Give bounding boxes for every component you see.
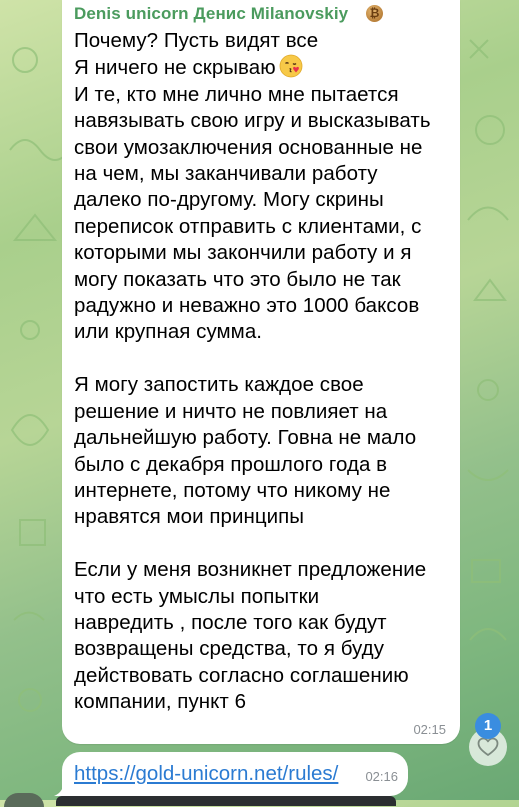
message-time: 02:15 [413,722,446,737]
bitcoin-coin-icon: ₿ [366,5,383,22]
avatar[interactable] [4,793,44,807]
rules-link[interactable]: https://gold-unicorn.net/rules/ [74,762,339,785]
next-message-edge [56,796,396,806]
message-text-part1: Почему? Пусть видят все Я ничего не скрываю [74,29,319,80]
face-blowing-kiss-emoji-icon [279,54,303,78]
message-text-part2: И те, кто мне лично мне пытается навязывать свою игру и высказывать свои умозаключения основанные не на чем, мы заканчивали работу далеко по-другому. Могу скрины переписок отправить с клиентами, с которыми мы закончили работу и я могу показать что это было не так радужно и неважно это 1000 баксов или крупная сумма. Я могу запостить каждое свое решение и ничто не повлияет на дальнейшую работу. Говна не мало было с декабря прошлого года в интернете, потому что никому не нравятся мои принципы Если у меня возникнет предложение что есть умыслы попытки навредить , после того как будут возвращены средства, то я буду действовать согласно соглашению компании, пункт 6 [74,82,431,714]
sender-name[interactable]: Denis unicorn Денис Milanovskiy [74,4,349,23]
heart-outline-icon [477,737,499,757]
message-text [74,28,454,716]
message-bubble[interactable] [62,0,460,744]
reaction-count-badge: 1 [475,713,501,739]
link-message-time: 02:16 [365,769,398,784]
link-message-bubble[interactable] [62,752,408,796]
